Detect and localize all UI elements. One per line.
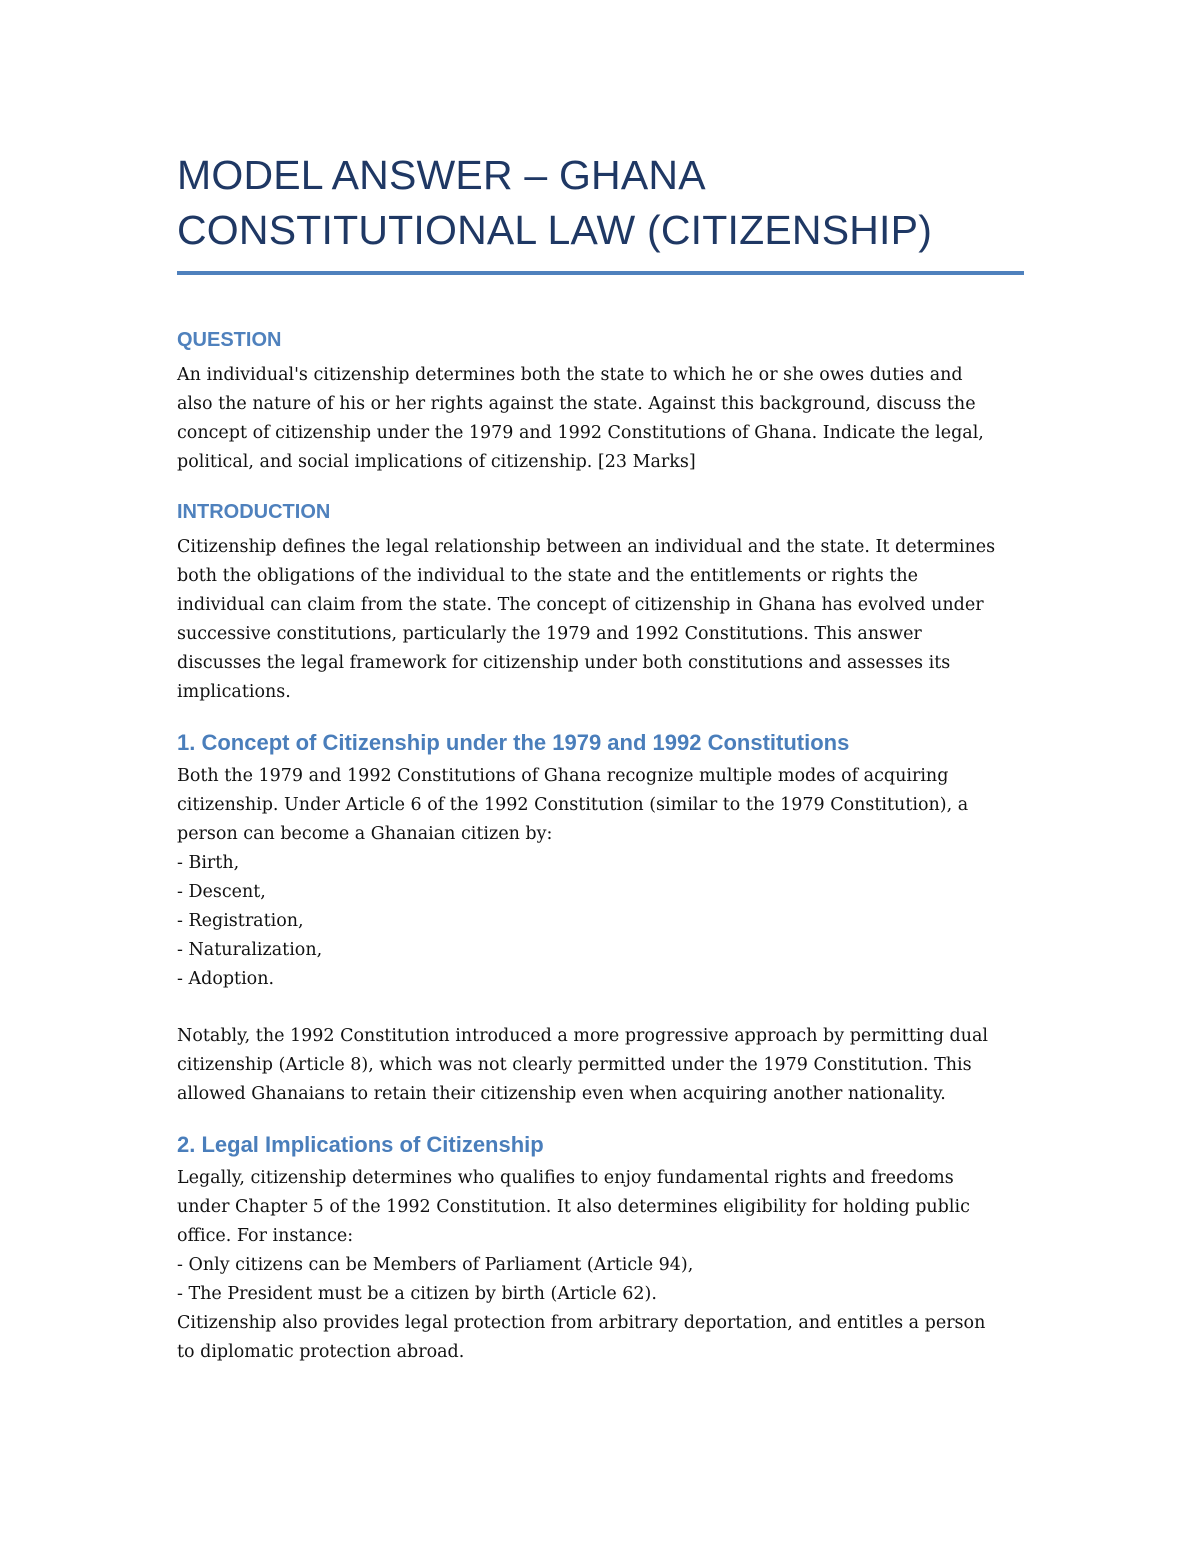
section-2-line: under Chapter 5 of the 1992 Constitution. It also determines eligibility for holding public xyxy=(177,1197,970,1217)
section-1-note-line: Notably, the 1992 Constitution introduced a more progressive approach by permitting dual xyxy=(177,1026,989,1046)
title-line-2: CONSTITUTIONAL LAW (CITIZENSHIP) xyxy=(177,207,933,253)
question-line: concept of citizenship under the 1979 and 1992 Constitutions of Ghana. Indicate the legal, xyxy=(177,423,984,443)
section-1-line: Both the 1979 and 1992 Constitutions of Ghana recognize multiple modes of acquiring xyxy=(177,766,949,786)
section-1-line: person can become a Ghanaian citizen by: xyxy=(177,824,553,844)
document-title xyxy=(177,148,1025,258)
section-1-note-line: allowed Ghanaians to retain their citizenship even when acquiring another nationality. xyxy=(177,1084,946,1104)
question-heading: QUESTION xyxy=(177,329,282,351)
title-underline-rule xyxy=(177,271,1024,275)
question-line: political, and social implications of citizenship. [23 Marks] xyxy=(177,452,696,472)
list-item: - Naturalization, xyxy=(177,940,323,960)
list-item: - Birth, xyxy=(177,853,240,873)
section-1-note xyxy=(177,1022,1025,1109)
section-2-text xyxy=(177,1164,1025,1367)
section-2-heading-text: 2. Legal Implications of Citizenship xyxy=(177,1132,544,1157)
introduction-text xyxy=(177,533,1025,707)
title-line-1: MODEL ANSWER – GHANA xyxy=(177,152,706,198)
section-2-line: to diplomatic protection abroad. xyxy=(177,1342,465,1362)
section-2-line: Legally, citizenship determines who qualifies to enjoy fundamental rights and freedoms xyxy=(177,1168,954,1188)
section-2-line: Citizenship also provides legal protection from arbitrary deportation, and entitles a person xyxy=(177,1313,986,1333)
list-item: - Adoption. xyxy=(177,969,275,989)
question-line: An individual's citizenship determines both the state to which he or she owes duties and xyxy=(177,365,963,385)
introduction-line: discusses the legal framework for citizenship under both constitutions and assesses its xyxy=(177,653,951,673)
section-2-heading xyxy=(177,1131,544,1159)
introduction-line: both the obligations of the individual to the state and the entitlements or rights the xyxy=(177,566,919,586)
section-1-text xyxy=(177,762,1025,994)
section-1-heading xyxy=(177,729,849,757)
introduction-line: successive constitutions, particularly the 1979 and 1992 Constitutions. This answer xyxy=(177,624,922,644)
section-1-heading-text: 1. Concept of Citizenship under the 1979 and 1992 Constitutions xyxy=(177,730,850,755)
question-text xyxy=(177,361,1025,477)
list-item: - Registration, xyxy=(177,911,304,931)
question-line: also the nature of his or her rights against the state. Against this background, discuss the xyxy=(177,394,976,414)
introduction-heading: INTRODUCTION xyxy=(177,501,331,523)
list-item: - Descent, xyxy=(177,882,266,902)
section-1-line: citizenship. Under Article 6 of the 1992 Constitution (similar to the 1979 Constitution), a xyxy=(177,795,969,815)
section-1-note-line: citizenship (Article 8), which was not clearly permitted under the 1979 Constitution. This xyxy=(177,1055,972,1075)
introduction-line: individual can claim from the state. The concept of citizenship in Ghana has evolved under xyxy=(177,595,984,615)
list-item: - Only citizens can be Members of Parliament (Article 94), xyxy=(177,1255,694,1275)
introduction-line: Citizenship defines the legal relationship between an individual and the state. It determines xyxy=(177,537,996,557)
introduction-line: implications. xyxy=(177,682,291,702)
list-item: - The President must be a citizen by birth (Article 62). xyxy=(177,1284,657,1304)
section-2-line: office. For instance: xyxy=(177,1226,354,1246)
